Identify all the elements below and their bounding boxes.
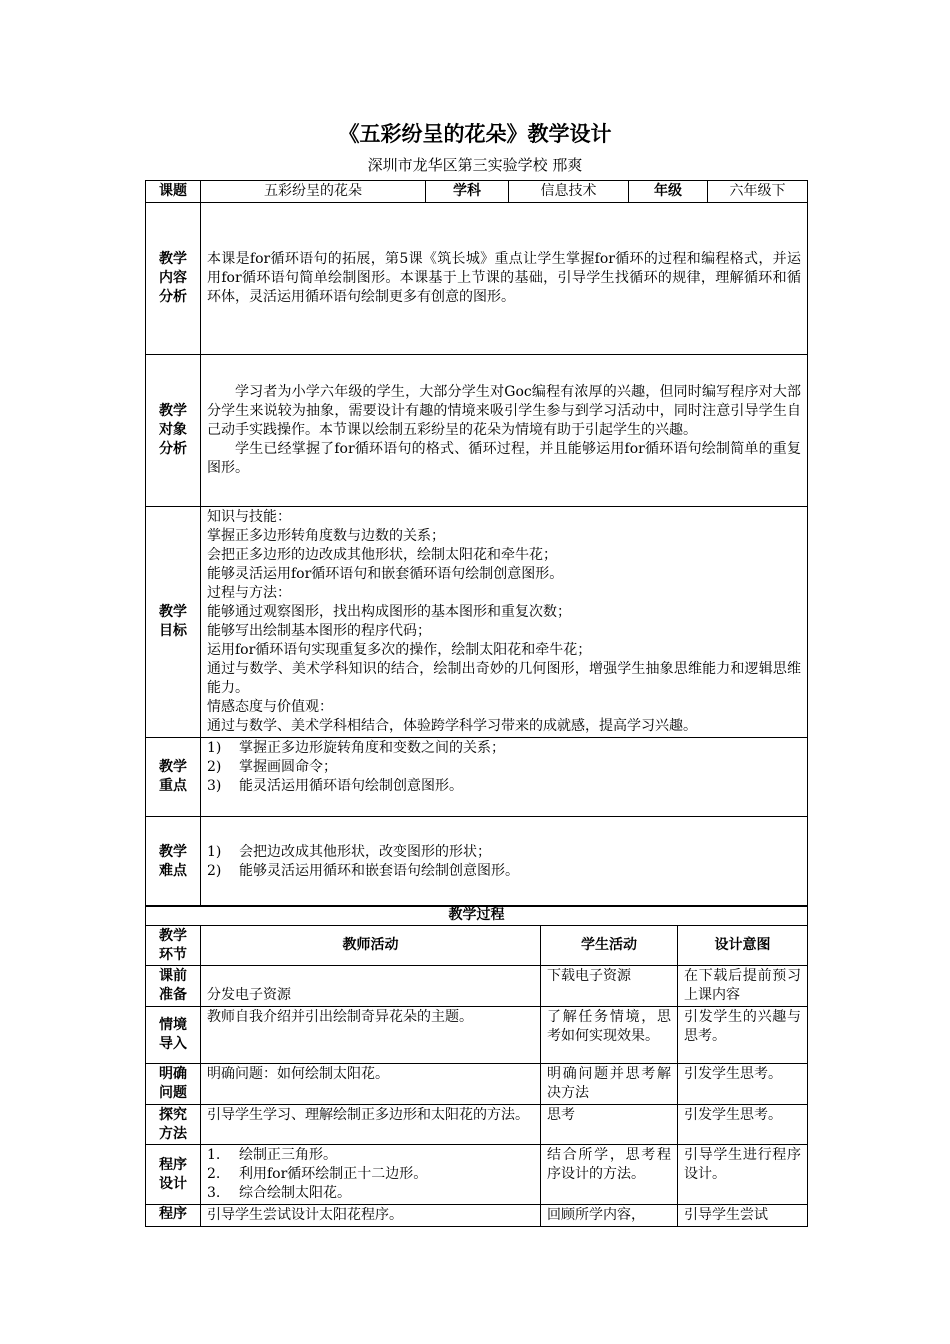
stage-cell: 明确 问题 — [146, 1064, 201, 1105]
objective-line: 掌握正多边形转角度数与边数的关系； — [207, 528, 445, 544]
col-student-header: 学生活动 — [541, 926, 678, 966]
course-label: 课题 — [146, 181, 201, 203]
objective-line: 运用for循环语句实现重复多次的操作，绘制太阳花和牵牛花； — [207, 642, 592, 658]
objective-line: 知识与技能： — [207, 509, 291, 525]
objectives-cell — [201, 507, 808, 738]
col-teacher-header: 教师活动 — [201, 926, 541, 966]
stage-cell: 程序 设计 — [146, 1145, 201, 1205]
intent-cell: 引发学生思考。 — [678, 1105, 808, 1145]
key-point-item: 1) 掌握正多边形旋转角度和变数之间的关系； — [207, 740, 505, 756]
key-points-label: 教学 重点 — [146, 738, 201, 817]
lesson-info-table — [145, 180, 808, 907]
difficulties-label: 教学 难点 — [146, 817, 201, 907]
intent-cell: 引导学生尝试 — [678, 1205, 808, 1227]
document-subtitle: 深圳市龙华区第三实验学校 邢爽 — [367, 156, 583, 174]
object-analysis-paragraph-2: 学生已经掌握了for循环语句的格式、循环过程，并且能够运用for循环语句绘制简单的重复图形。 — [207, 441, 801, 476]
col-stage-header: 教学 环节 — [146, 926, 201, 966]
course-value: 五彩纷呈的花朵 — [201, 181, 426, 203]
object-analysis-label: 教学 对象 分析 — [146, 355, 201, 507]
key-point-item: 2) 掌握画圆命令； — [207, 759, 337, 775]
process-title: 教学过程 — [146, 906, 808, 926]
intent-cell: 引发学生的兴趣与思考。 — [678, 1007, 808, 1064]
grade-value: 六年级下 — [708, 181, 808, 203]
intent-cell: 引导学生进行程序设计。 — [678, 1145, 808, 1205]
table-row — [146, 966, 808, 1007]
student-cell: 思考 — [541, 1105, 678, 1145]
teacher-step: 2. 利用for循环绘制正十二边形。 — [207, 1166, 428, 1182]
teacher-step: 3. 综合绘制太阳花。 — [207, 1185, 351, 1201]
objective-line: 会把正多边形的边改成其他形状，绘制太阳花和牵牛花； — [207, 547, 557, 563]
student-cell: 明确问题并思考解决方法 — [541, 1064, 678, 1105]
stage-cell: 情境 导入 — [146, 1007, 201, 1064]
grade-label: 年级 — [629, 181, 708, 203]
intent-cell: 在下载后提前预习上课内容 — [678, 966, 808, 1007]
student-cell: 回顾所学内容， — [541, 1205, 678, 1227]
stage-cell: 探究 方法 — [146, 1105, 201, 1145]
intent-cell: 引发学生思考。 — [678, 1064, 808, 1105]
teacher-cell: 明确问题：如何绘制太阳花。 — [201, 1064, 541, 1105]
key-points-cell — [201, 738, 808, 817]
teaching-process-table — [145, 905, 808, 1227]
table-row — [146, 1064, 808, 1105]
col-intent-header: 设计意图 — [678, 926, 808, 966]
document-title: 《五彩纷呈的花朵》教学设计 — [338, 122, 612, 146]
objective-line: 情感态度与价值观： — [207, 699, 333, 715]
student-cell: 结合所学，思考程序设计的方法。 — [541, 1145, 678, 1205]
table-row — [146, 1205, 808, 1227]
objective-line: 能够灵活运用for循环语句和嵌套循环语句绘制创意图形。 — [207, 566, 564, 582]
table-row — [146, 1007, 808, 1064]
content-analysis-text: 本课是for循环语句的拓展，第5课《筑长城》重点让学生掌握for循环的过程和编程格式，并运用for循环语句简单绘制图形。本课基于上节课的基础，引导学生找循环的规律，理解循环和循环体，灵活运用循环语句绘制更多有创意的图形。 — [201, 203, 808, 355]
stage-cell: 课前 准备 — [146, 966, 201, 1007]
difficulties-cell — [201, 817, 808, 907]
object-analysis-paragraph-1: 学习者为小学六年级的学生，大部分学生对Goc编程有浓厚的兴趣，但同时编写程序对大部分学生来说较为抽象，需要设计有趣的情境来吸引学生参与到学习活动中，同时注意引导学生自己动手实践操作。本节课以绘制五彩纷呈的花朵为情境有助于引起学生的兴趣。 — [207, 384, 801, 438]
key-point-item: 3) 能灵活运用循环语句绘制创意图形。 — [207, 778, 463, 794]
student-cell: 下载电子资源 — [541, 966, 678, 1007]
teacher-cell: 引导学生学习、理解绘制正多边形和太阳花的方法。 — [201, 1105, 541, 1145]
teacher-cell: 引导学生尝试设计太阳花程序。 — [201, 1205, 541, 1227]
table-row — [146, 1145, 808, 1205]
objective-line: 通过与数学、美术学科知识的结合，绘制出奇妙的几何图形，增强学生抽象思维能力和逻辑思维能力。 — [207, 661, 801, 696]
subject-value: 信息技术 — [509, 181, 629, 203]
objectives-label: 教学 目标 — [146, 507, 201, 738]
object-analysis-cell — [201, 355, 808, 507]
teacher-cell — [201, 1145, 541, 1205]
stage-cell: 程序 — [146, 1205, 201, 1227]
teacher-cell: 分发电子资源 — [201, 966, 541, 1007]
content-analysis-label: 教学 内容 分析 — [146, 203, 201, 355]
objective-line: 过程与方法： — [207, 585, 291, 601]
student-cell: 了解任务情境，思考如何实现效果。 — [541, 1007, 678, 1064]
objective-line: 能够通过观察图形，找出构成图形的基本图形和重复次数； — [207, 604, 571, 620]
difficulty-item: 1) 会把边改成其他形状，改变图形的形状； — [207, 843, 491, 860]
table-row — [146, 1105, 808, 1145]
subject-label: 学科 — [426, 181, 509, 203]
teacher-cell: 教师自我介绍并引出绘制奇异花朵的主题。 — [201, 1007, 541, 1064]
objective-line: 能够写出绘制基本图形的程序代码； — [207, 623, 431, 639]
difficulty-item: 2) 能够灵活运用循环和嵌套语句绘制创意图形。 — [207, 862, 519, 879]
objective-line: 通过与数学、美术学科相结合，体验跨学科学习带来的成就感，提高学习兴趣。 — [207, 718, 697, 734]
teacher-step: 1. 绘制正三角形。 — [207, 1147, 337, 1163]
